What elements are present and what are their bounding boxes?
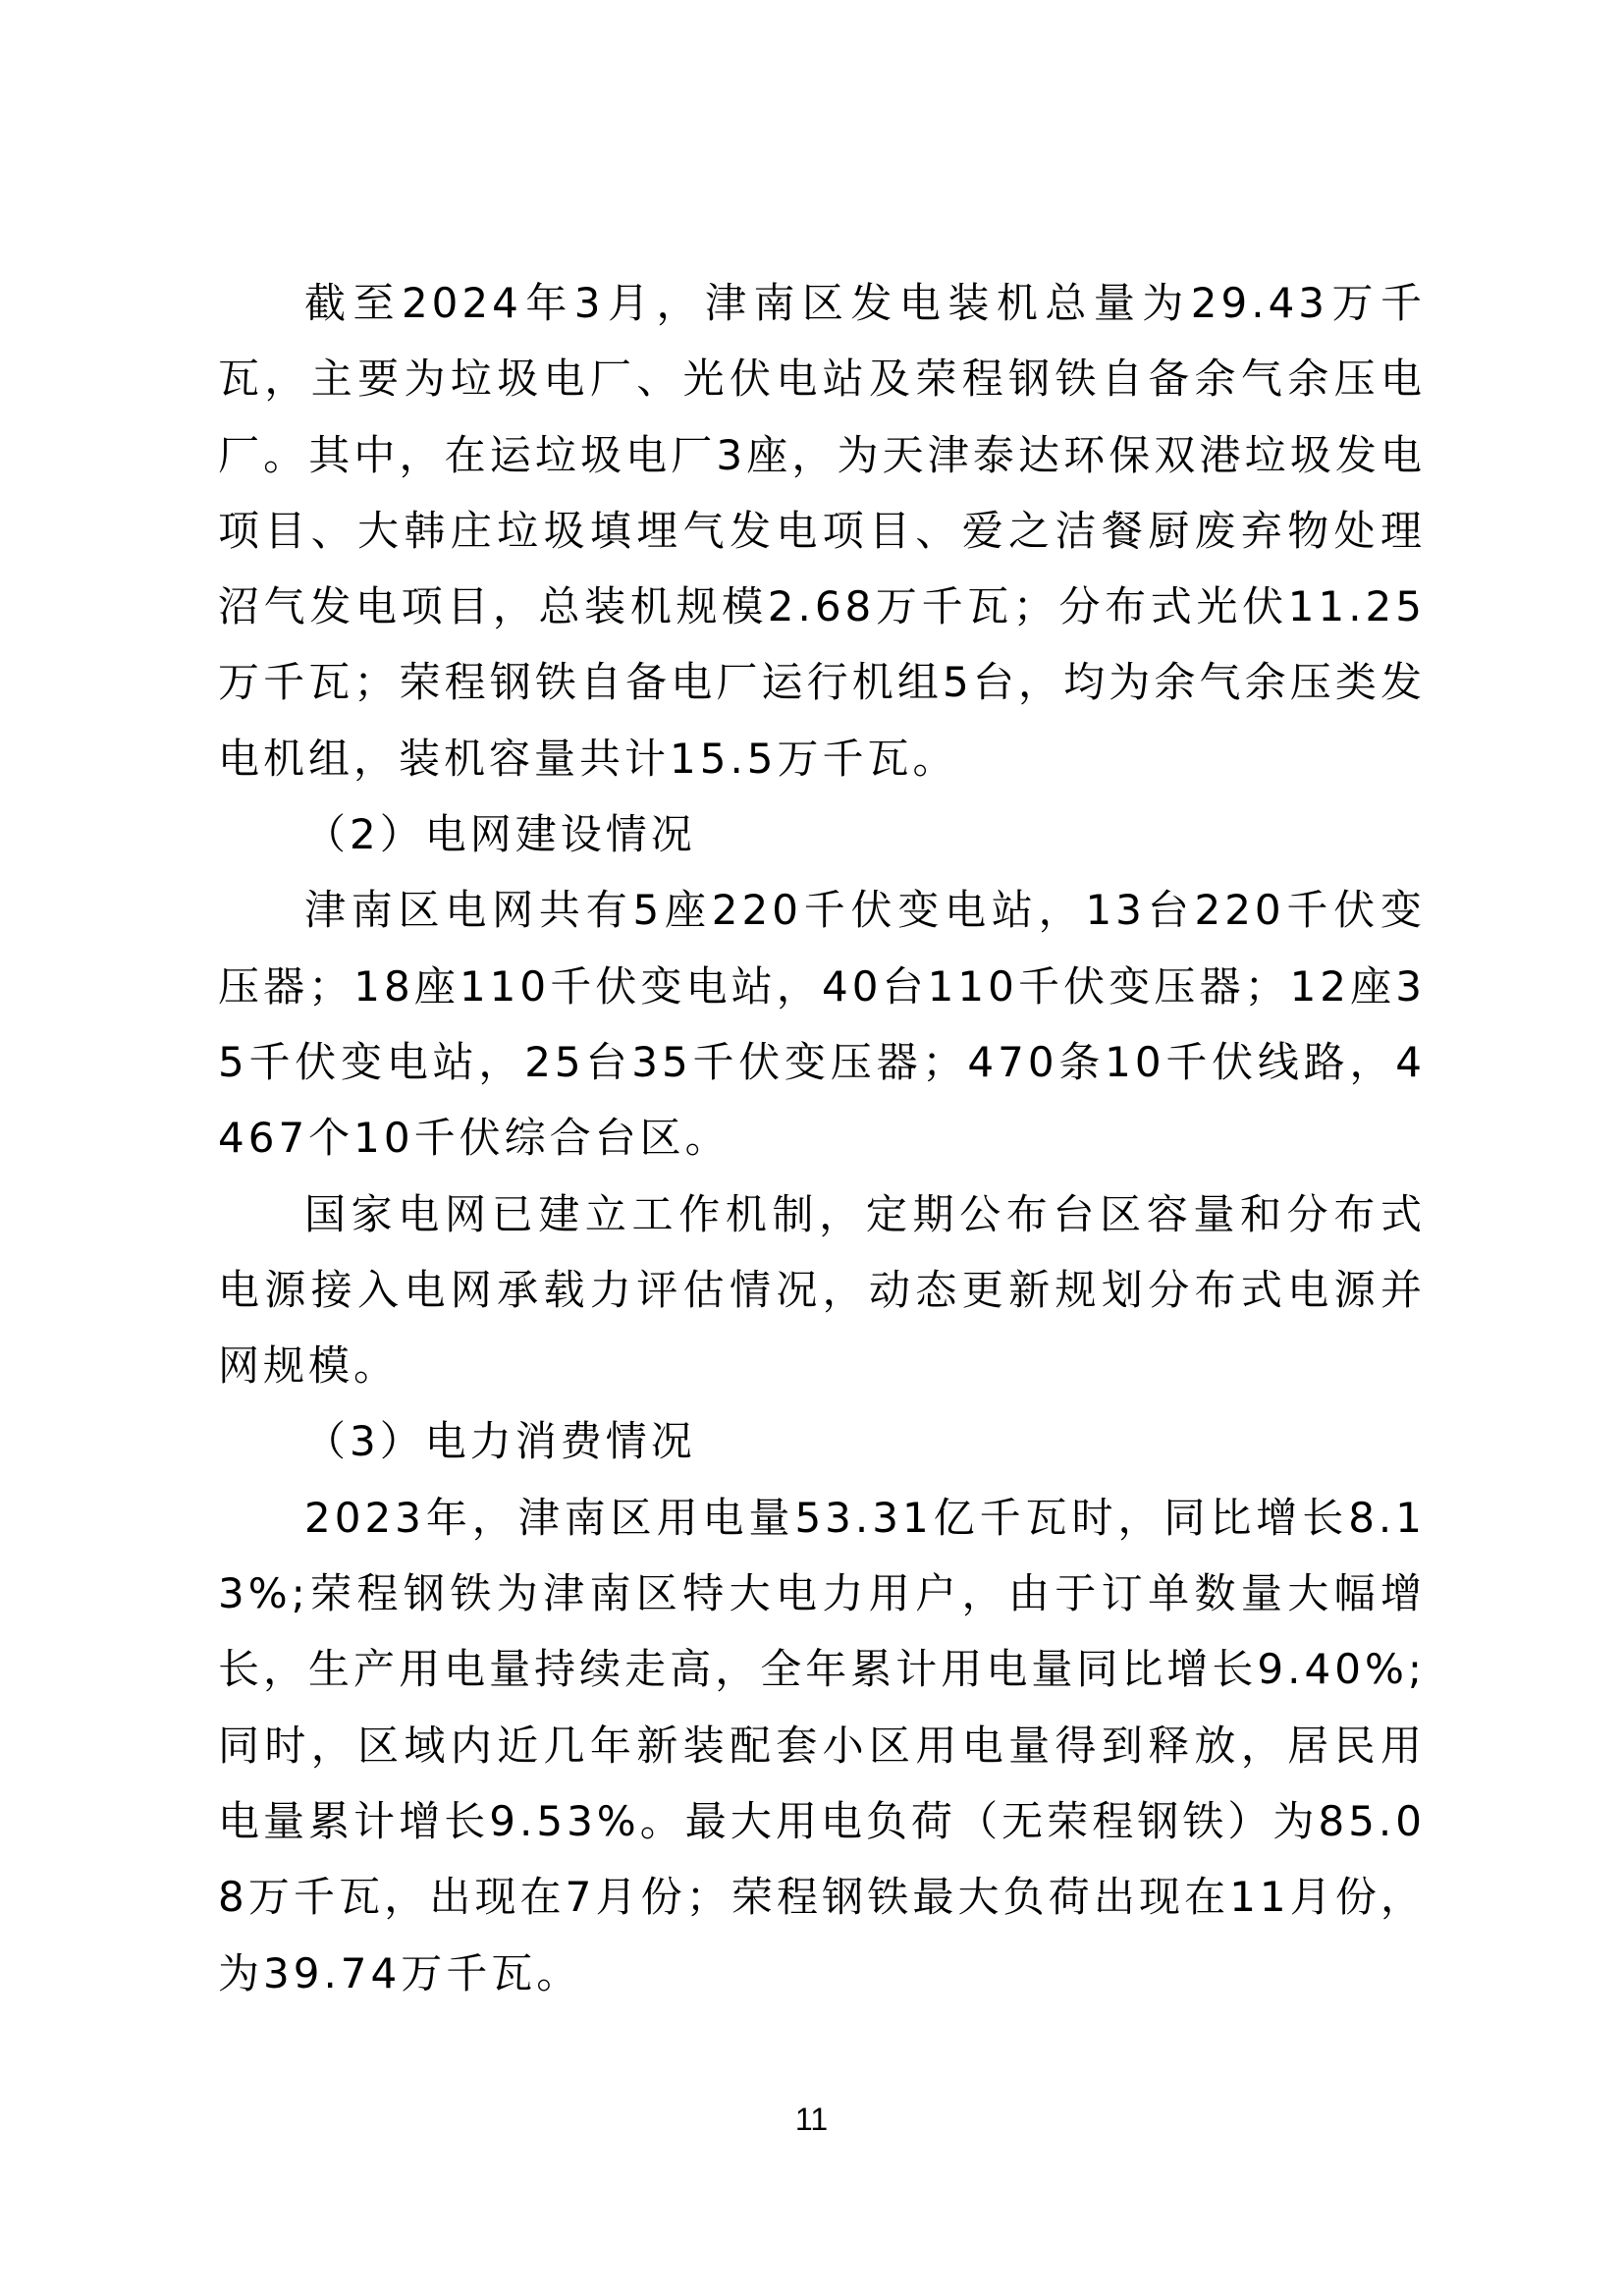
paragraph-grid-facilities: 津南区电网共有5座220千伏变电站，13台220千伏变压器；18座110千伏变电站，40台110千伏变压器；12座35千伏变电站，25台35千伏变压器；470条10千伏线路，4467个10千伏综合台区。	[218, 886, 1426, 1163]
section-heading-grid-construction: （2）电网建设情况	[304, 810, 696, 859]
document-page	[218, 265, 1426, 2011]
paragraph-power-capacity: 截至2024年3月，津南区发电装机总量为29.43万千瓦，主要为垃圾电厂、光伏电站及荣程钢铁自备余气余压电厂。其中，在运垃圾电厂3座，为天津泰达环保双港垃圾发电项目、大韩庄垃圾填埋气发电项目、爱之洁餐厨废弃物处理沼气发电项目，总装机规模2.68万千瓦；分布式光伏11.25万千瓦；荣程钢铁自备电厂运行机组5台，均为余气余压类发电机组，装机容量共计15.5万千瓦。	[218, 279, 1426, 783]
section-heading-power-consumption: （3）电力消费情况	[304, 1417, 696, 1466]
paragraph-power-consumption: 2023年，津南区用电量53.31亿千瓦时，同比增长8.13%;荣程钢铁为津南区特大电力用户，由于订单数量大幅增长，生产用电量持续走高，全年累计用电量同比增长9.40%; 同时，区域内近几年新装配套小区用电量得到释放，居民用电量累计增长9.53%。最大用电负荷（无荣程钢铁）为85.08万千瓦，出现在7月份；荣程钢铁最大负荷出现在11月份，为39.74万千瓦。	[218, 1493, 1426, 1997]
page-number: 11	[794, 2102, 829, 2137]
paragraph-grid-mechanism: 国家电网已建立工作机制，定期公布台区容量和分布式电源接入电网承载力评估情况，动态更新规划分布式电源并网规模。	[218, 1189, 1426, 1391]
